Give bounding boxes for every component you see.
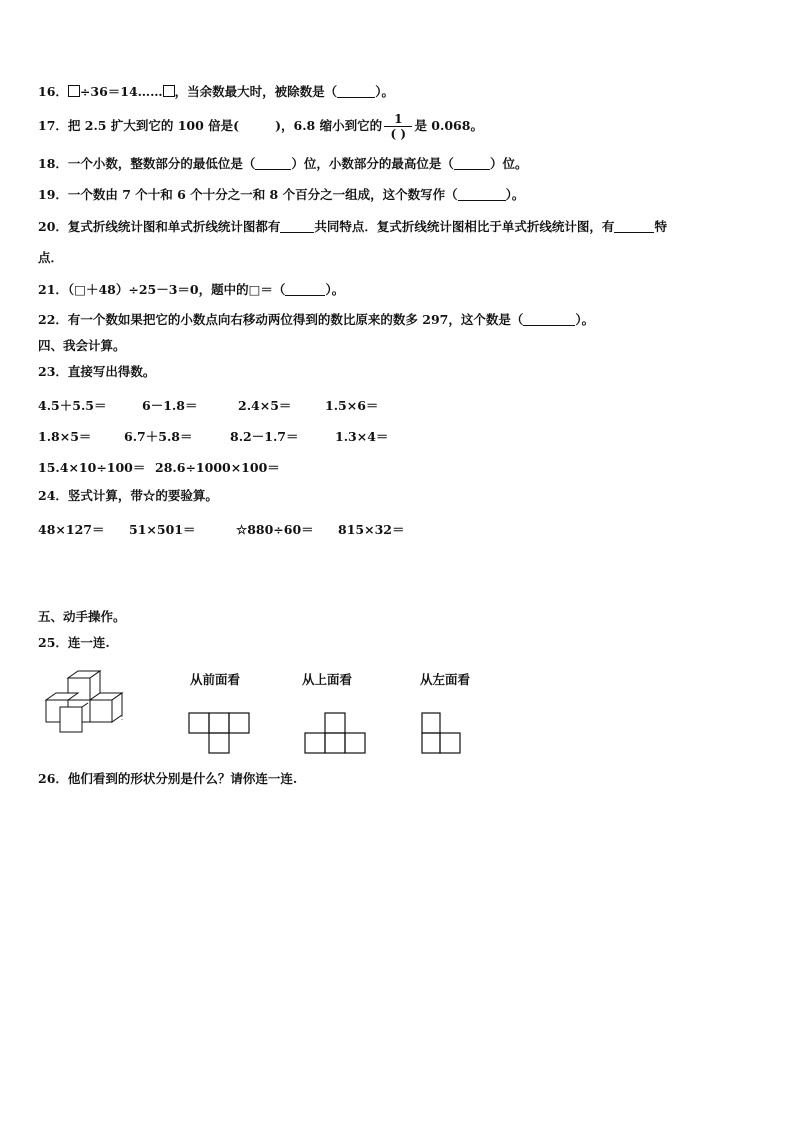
answer-blank-18b[interactable] [454, 157, 490, 170]
answer-blank-18a[interactable] [255, 157, 291, 170]
question-20: 20．复式折线统计图和单式折线统计图都有 共同特点．复式折线统计图相比于单式折线统计图，有 特 [38, 219, 667, 234]
question-21: 21．（□＋48）÷25－3＝0，题中的□＝（ ）。 [38, 282, 345, 297]
calc-item: 51×501＝ [129, 522, 196, 537]
fraction: $\frac{1}{( )}$ [384, 112, 412, 141]
question-20-cont: 点． [38, 250, 64, 265]
shape-inverted-t[interactable] [304, 712, 368, 756]
calc-item: 1.3×4＝ [335, 429, 389, 444]
answer-blank-21[interactable] [285, 283, 325, 296]
calc-item: 1.8×5＝ [38, 429, 92, 444]
answer-blank-22[interactable] [523, 313, 575, 326]
calc-item: 4.5＋5.5＝ [38, 398, 107, 413]
shape-l[interactable] [421, 712, 465, 756]
calc-item: 8.2－1.7＝ [230, 429, 299, 444]
calc-item: 6.7＋5.8＝ [124, 429, 193, 444]
question-26: 26．他们看到的形状分别是什么？请你连一连. [38, 771, 298, 786]
answer-blank-16[interactable] [337, 85, 375, 98]
calc-item: ☆880÷60＝ [236, 522, 314, 537]
cube-stack-figure [40, 665, 140, 740]
calc-item: 48×127＝ [38, 522, 105, 537]
question-16: 16． ÷36＝14…… ，当余数最大时，被除数是（ ）。 [38, 84, 394, 99]
view-label-left: 从左面看 [420, 672, 471, 687]
question-25-title: 25．连一连. [38, 635, 110, 650]
section-4-heading: 四、我会计算。 [38, 338, 126, 353]
answer-blank-20b[interactable] [614, 220, 654, 233]
section-5-heading: 五、动手操作。 [38, 609, 126, 624]
view-label-top: 从上面看 [302, 672, 353, 687]
calc-item: 6－1.8＝ [142, 398, 198, 413]
question-18: 18．一个小数，整数部分的最低位是（ ）位，小数部分的最高位是（ ）位。 [38, 156, 528, 171]
shape-t[interactable] [188, 712, 252, 756]
calc-item: 815×32＝ [338, 522, 405, 537]
answer-blank-19[interactable] [458, 188, 506, 201]
question-19: 19．一个数由 7 个十和 6 个十分之一和 8 个百分之一组成，这个数写作（ ）。 [38, 187, 525, 202]
question-23-title: 23．直接写出得数。 [38, 364, 156, 379]
dividend-box [68, 85, 80, 97]
calc-item: 2.4×5＝ [238, 398, 292, 413]
calc-item: 1.5×6＝ [325, 398, 379, 413]
question-24-title: 24．竖式计算，带☆的要验算。 [38, 488, 218, 503]
question-17: 17．把 2.5 扩大到它的 100 倍是( )，6.8 缩小到它的 $\frac{1}{( )}$ 是 0.068。 [38, 112, 483, 141]
calc-item: 28.6÷1000×100＝ [155, 460, 280, 475]
view-label-front: 从前面看 [190, 672, 241, 687]
calc-item: 15.4×10÷100＝ [38, 460, 146, 475]
remainder-box [163, 85, 175, 97]
answer-blank-20a[interactable] [280, 220, 314, 233]
question-22: 22．有一个数如果把它的小数点向右移动两位得到的数比原来的数多 297，这个数是（ ）。 [38, 312, 595, 327]
